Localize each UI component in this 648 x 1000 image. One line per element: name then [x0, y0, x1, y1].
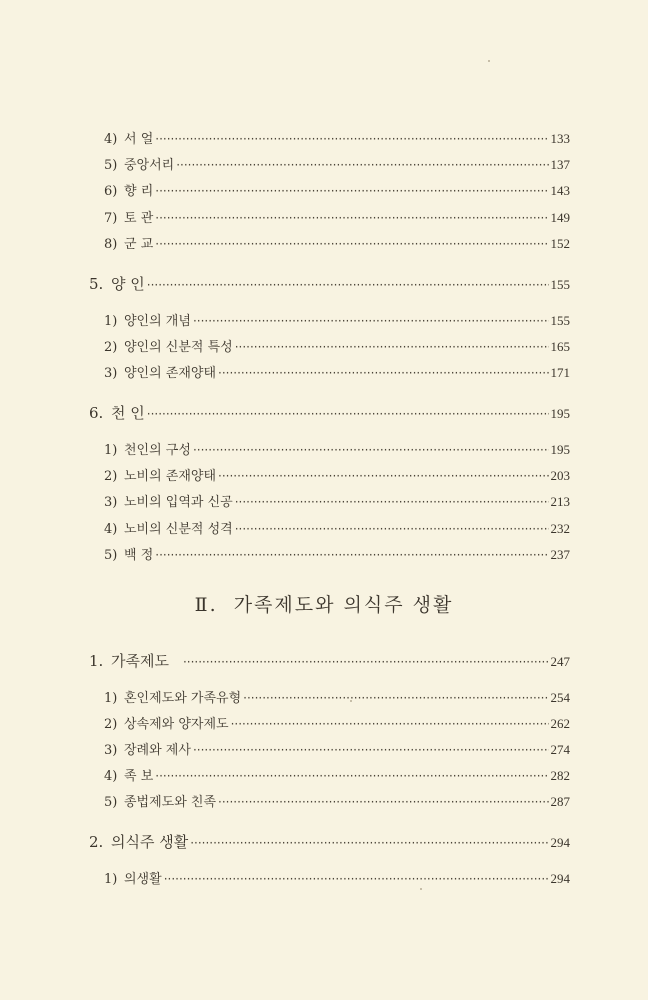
entry-title: 군 교	[124, 237, 154, 252]
entry-page: 133	[550, 131, 570, 146]
entry-title: 양인의 신분적 특성	[124, 340, 233, 355]
entry-page: 165	[550, 339, 570, 354]
dot-leader	[155, 184, 548, 199]
entry-title: 장례와 제사	[124, 743, 191, 758]
entry-page: 152	[550, 236, 570, 251]
entry-title: 의생활	[124, 872, 162, 887]
toc-entry-nobi-status	[104, 518, 570, 537]
dot-leader	[155, 211, 548, 226]
entry-title: 서 얼	[124, 132, 154, 147]
part-heading	[0, 590, 648, 617]
entry-title: 양인의 존재양태	[124, 366, 217, 381]
toc-entry-yangin-concept	[104, 310, 570, 329]
entry-number: 4)	[104, 769, 118, 784]
section-page: 294	[550, 835, 570, 850]
entry-number: 3)	[104, 743, 118, 758]
entry-page: 203	[550, 468, 570, 483]
dot-leader	[155, 237, 548, 252]
section-number: 2.	[89, 833, 104, 851]
toc-section-cheonin	[89, 402, 570, 423]
section-number: 1.	[89, 652, 104, 670]
toc-entry-seol	[104, 128, 570, 147]
toc-section-yangin	[89, 273, 570, 294]
entry-number: 3)	[104, 495, 118, 510]
dot-leader	[176, 158, 548, 173]
entry-title: 족 보	[124, 769, 154, 784]
dot-leader	[235, 495, 549, 510]
section-page: 195	[550, 406, 570, 421]
entry-number: 3)	[104, 366, 118, 381]
entry-number: 1)	[104, 872, 118, 887]
dot-leader	[155, 548, 548, 563]
entry-page: 254	[550, 690, 570, 705]
toc-entry-cheonin-composition	[104, 439, 570, 458]
entry-page: 171	[550, 365, 570, 380]
section-title: 천 인	[111, 404, 145, 422]
entry-number: 4)	[104, 522, 118, 537]
toc-entry-togwan	[104, 207, 570, 226]
entry-title: 중앙서리	[124, 158, 175, 173]
toc-section-family-system	[89, 650, 570, 671]
entry-page: 232	[550, 521, 570, 536]
entry-number: 5)	[104, 548, 118, 563]
entry-page: 195	[550, 442, 570, 457]
entry-number: 6)	[104, 184, 118, 199]
entry-page: 149	[550, 210, 570, 225]
entry-number: 1)	[104, 443, 118, 458]
dot-leader	[164, 872, 549, 887]
entry-title: 백 정	[124, 548, 154, 563]
entry-number: 5)	[104, 795, 118, 810]
entry-page: 155	[550, 313, 570, 328]
toc-entry-hyangri	[104, 180, 570, 199]
toc-entry-gungyo	[104, 233, 570, 252]
dot-leader	[193, 743, 549, 758]
entry-number: 2)	[104, 340, 118, 355]
dot-leader	[231, 717, 549, 732]
part-title: 가족제도와 의식주 생활	[233, 594, 454, 616]
entry-number: 1)	[104, 691, 118, 706]
dot-leader	[235, 522, 549, 537]
entry-page: 213	[550, 494, 570, 509]
toc-entry-nobi-labor	[104, 491, 570, 510]
dot-leader	[218, 366, 548, 381]
toc-entry-marriage	[104, 687, 570, 706]
entry-title: 노비의 신분적 성격	[124, 522, 233, 537]
dot-leader	[190, 833, 548, 851]
entry-number: 7)	[104, 211, 118, 226]
toc-entry-baekjeong	[104, 544, 570, 563]
entry-title: 향 리	[124, 184, 154, 199]
part-numeral: Ⅱ.	[194, 594, 218, 616]
toc-entry-yangin-status	[104, 336, 570, 355]
section-page: 155	[550, 277, 570, 292]
toc-entry-jungang-seori	[104, 154, 570, 173]
entry-page: 282	[550, 768, 570, 783]
dot-leader	[218, 795, 548, 810]
section-number: 6.	[89, 404, 104, 422]
entry-page: 262	[550, 716, 570, 731]
dot-leader	[183, 652, 549, 670]
entry-number: 5)	[104, 158, 118, 173]
dot-leader	[147, 275, 549, 293]
entry-number: 4)	[104, 132, 118, 147]
paper-speck	[420, 888, 422, 890]
entry-title: 노비의 존재양태	[124, 469, 217, 484]
section-title: 가족제도	[111, 652, 169, 670]
entry-title: 종법제도와 친족	[124, 795, 217, 810]
dot-leader	[147, 404, 549, 422]
dot-leader	[193, 314, 549, 329]
entry-number: 8)	[104, 237, 118, 252]
entry-title: 혼인제도와 가족유형	[124, 691, 242, 706]
paper-speck	[488, 60, 490, 62]
entry-number: 2)	[104, 469, 118, 484]
entry-page: 237	[550, 547, 570, 562]
toc-entry-inheritance	[104, 713, 570, 732]
entry-title: 노비의 입역과 신공	[124, 495, 233, 510]
dot-leader	[155, 769, 548, 784]
entry-page: 294	[550, 871, 570, 886]
dot-leader	[218, 469, 548, 484]
dot-leader	[155, 132, 548, 147]
entry-page: 143	[550, 183, 570, 198]
section-number: 5.	[89, 275, 104, 293]
section-page: 247	[550, 654, 570, 669]
toc-section-daily-life	[89, 831, 570, 852]
toc-entry-nobi-existence	[104, 465, 570, 484]
toc-entry-funeral	[104, 739, 570, 758]
section-title: 양 인	[111, 275, 145, 293]
entry-page: 137	[550, 157, 570, 172]
toc-entry-jongbeop	[104, 791, 570, 810]
entry-title: 상속제와 양자제도	[124, 717, 229, 732]
toc-entry-clothing	[104, 868, 570, 887]
entry-page: 287	[550, 794, 570, 809]
dot-leader	[235, 340, 549, 355]
dot-leader	[243, 691, 548, 706]
entry-title: 양인의 개념	[124, 314, 191, 329]
toc-entry-yangin-existence	[104, 362, 570, 381]
section-title: 의식주 생활	[111, 833, 189, 851]
entry-title: 토 관	[124, 211, 154, 226]
paper-speck	[350, 700, 352, 702]
entry-page: 274	[550, 742, 570, 757]
entry-number: 2)	[104, 717, 118, 732]
dot-leader	[193, 443, 549, 458]
entry-number: 1)	[104, 314, 118, 329]
toc-entry-jokbo	[104, 765, 570, 784]
entry-title: 천인의 구성	[124, 443, 191, 458]
